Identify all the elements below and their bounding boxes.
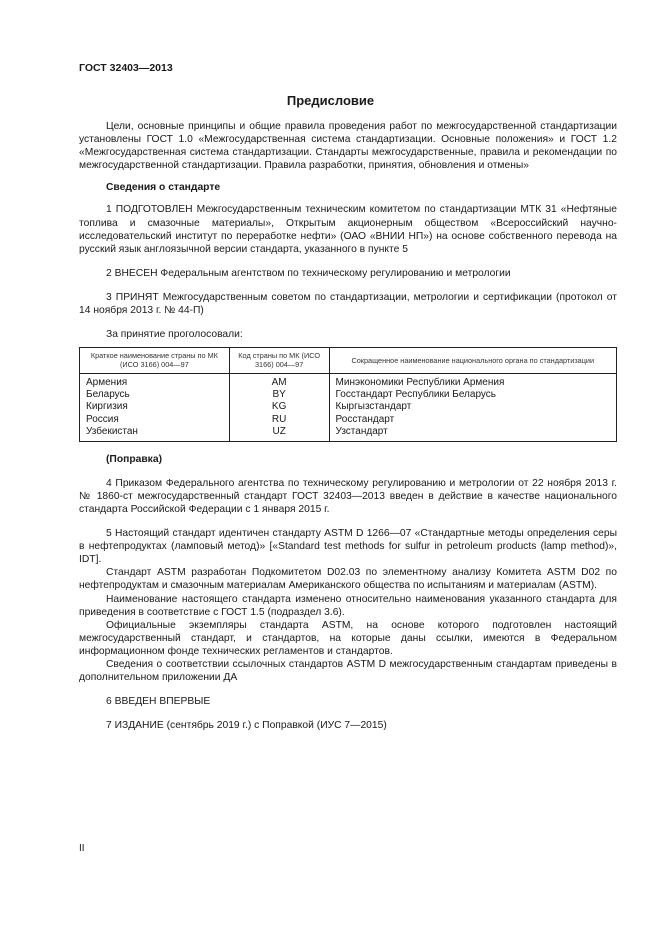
intro-paragraph: Цели, основные принципы и общие правила проведения работ по межгосударственной стандартизации установлены ГОСТ 1.0 «Межгосударственная система стандартизации. Основные положения» и ГОСТ 1.2 «Межгосударственная система стандартизации. Стандарты межгосударственные, правила и рекомендации по межгосударственной стандартизации. Правила разработки, принятия, обновления и отмены» — [79, 121, 617, 172]
body-cell: Кыргызстандарт — [329, 401, 616, 413]
table-row — [80, 414, 617, 426]
country-cell: Беларусь — [80, 389, 230, 401]
code-cell: AM — [229, 374, 329, 390]
country-cell: Узбекистан — [80, 426, 230, 442]
voting-table — [79, 347, 617, 441]
code-cell: BY — [229, 389, 329, 401]
body-cell: Минэкономики Республики Армения — [329, 374, 616, 390]
body-cell: Узстандарт — [329, 426, 616, 442]
amendment-label: (Поправка) — [106, 453, 162, 465]
column-header-body: Сокращенное наименование национального органа по стандартизации — [329, 348, 616, 374]
item-6: 6 ВВЕДЕН ВПЕРВЫЕ — [106, 696, 211, 708]
column-header-country: Краткое наименование страны по МК (ИСО 3166) 004—97 — [80, 348, 230, 374]
country-cell: Армения — [80, 374, 230, 390]
item-4: 4 Приказом Федерального агентства по техническому регулированию и метрологии от 22 ноября 2013 г. № 1860-ст межгосударственный стандарт ГОСТ 32403—2013 введен в действие в качестве национального стандарта Российской Федерации с 1 января 2015 г. — [79, 477, 617, 515]
table-row — [80, 426, 617, 442]
item-7: 7 ИЗДАНИЕ (сентябрь 2019 г.) с Поправкой (ИУС 7—2015) — [106, 720, 387, 732]
item-5-paragraph-4: Официальные экземпляры стандарта ASTM, на основе которого подготовлен настоящий межгосударственный стандарт, и стандартов, на которые даны ссылки, имеются в Федеральном информационном фонде технических регламентов и стандартов. — [79, 619, 617, 657]
code-cell: RU — [229, 414, 329, 426]
item-5-paragraph-3: Наименование настоящего стандарта изменено относительно наименования указанного стандарта для приведения в соответствие с ГОСТ 1.5 (подраздел 3.6). — [79, 593, 617, 618]
column-header-code: Код страны по МК (ИСО 3166) 004—97 — [229, 348, 329, 374]
country-cell: Киргизия — [80, 401, 230, 413]
body-cell: Госстандарт Республики Беларусь — [329, 389, 616, 401]
item-5-paragraph-2: Стандарт ASTM разработан Подкомитетом D02.03 по элементному анализу Комитета ASTM D02 по нефтепродуктам и смазочным материалам Американского общества по испытаниям и материалам (ASTM). — [79, 567, 617, 592]
table-row — [80, 389, 617, 401]
document-body — [79, 120, 617, 732]
code-cell: UZ — [229, 426, 329, 442]
voted-label: За принятие проголосовали: — [106, 329, 243, 341]
country-cell: Россия — [80, 414, 230, 426]
table-row — [80, 401, 617, 413]
page-title: Предисловие — [286, 93, 375, 108]
page-number: II — [79, 843, 85, 854]
table-row — [80, 374, 617, 390]
item-5-paragraph-5: Сведения о соответствии ссылочных стандартов ASTM D межгосударственным стандартам приведены в дополнительном приложении ДА — [79, 659, 617, 684]
item-3: 3 ПРИНЯТ Межгосударственным советом по стандартизации, метрологии и сертификации (протокол от 14 ноября 2013 г. № 44-П) — [79, 291, 617, 317]
info-heading: Сведения о стандарте — [106, 182, 221, 194]
code-cell: KG — [229, 401, 329, 413]
table-header-row — [80, 348, 617, 374]
item-1: 1 ПОДГОТОВЛЕН Межгосударственным техническим комитетом по стандартизации МТК 31 «Нефтяные топлива и смазочные материалы», Открытым акционерным обществом «Всероссийский научно-исследовательский институт по переработке нефти» (ОАО «ВНИИ НП») на основе собственного перевода на русский язык англоязычной версии стандарта, указанного в пункте 5 — [79, 204, 617, 255]
item-5: 5 Настоящий стандарт идентичен стандарту ASTM D 1266—07 «Стандартные методы определения серы в нефтепродуктах (ламповый метод)» [«Standard test methods for sulfur in petroleum products (lamp method)», IDT]. — [79, 528, 617, 566]
item-2: 2 ВНЕСЕН Федеральным агентством по техническому регулированию и метрологии — [106, 267, 511, 279]
standard-code: ГОСТ 32403—2013 — [79, 62, 173, 74]
body-cell: Росстандарт — [329, 414, 616, 426]
